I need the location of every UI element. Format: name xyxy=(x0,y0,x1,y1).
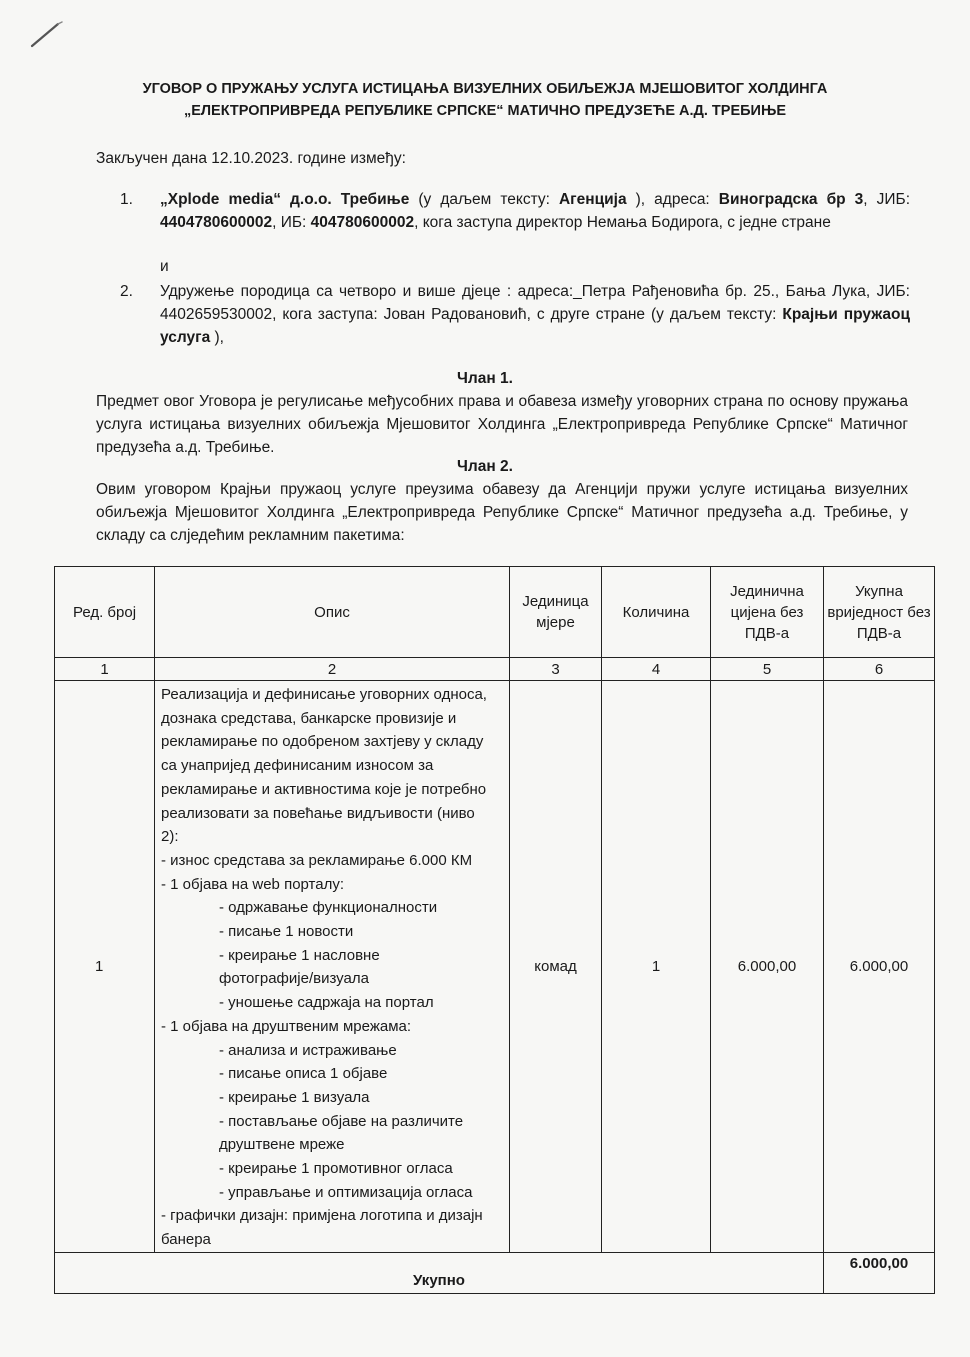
party-1-text-part: (у даљем тексту: xyxy=(409,191,559,208)
desc-line: - писање 1 новости xyxy=(219,923,354,941)
row-number: 1 xyxy=(55,681,155,1253)
desc-line: - износ средстава за рекламирање 6.000 КМ xyxy=(161,851,473,869)
party-1-role: Агенција xyxy=(558,191,627,208)
title-line-2: „ЕЛЕКТРОПРИВРЕДА РЕПУБЛИКЕ СРПСКЕ“ МАТИЧНО ПРЕДУЗЕЋЕ А.Д. ТРЕБИЊЕ xyxy=(183,103,787,119)
article-2-text: Овим уговором Крајњи пружаоц услуге преузима обавезу да Агенцији пружи услуге истицања визуелних обиљежја Мјешовитог Холдинга „Електропривреда Републике Српске“ Матичног предузећа а.д. Требиње, у складу са слједећим рекламним пакетима: xyxy=(96,481,908,544)
grand-total: 6.000,00 xyxy=(824,1252,935,1293)
desc-line: реализовати за повећање видљивости (ниво xyxy=(161,804,475,822)
desc-line: - анализа и истраживање xyxy=(219,1041,397,1059)
party-1-ib: 404780600002 xyxy=(310,214,415,231)
desc-line: фотографије/визуала xyxy=(219,970,369,988)
article-1-text: Предмет овог Уговора је регулисање међусобних права и обавеза између уговорних страна по основу пружања услуга истицања визуелних обиљежја Мјешовитог Холдинга „Електропривреда Републике Српске“ Матичног предузећа а.д. Требиње. xyxy=(96,393,908,456)
desc-line: 2): xyxy=(161,828,179,846)
packages-table xyxy=(54,566,935,1294)
desc-line: рекламирање по одобреном захтјеву у складу xyxy=(161,733,484,751)
index-cell: 4 xyxy=(602,658,711,681)
desc-line: - графички дизајн: примјена логотипа и дизајн xyxy=(161,1207,483,1225)
party-1-text-part: ), адреса: xyxy=(626,191,719,208)
party-1-text-part: , кога заступа директор Немања Бодирога, с једне стране xyxy=(414,214,831,231)
party-2-text xyxy=(160,280,910,349)
header-cell: Ред. број xyxy=(55,567,155,658)
table-header-row xyxy=(55,567,935,658)
row-unit-price: 6.000,00 xyxy=(711,681,824,1253)
party-1-text-part: , ИБ: xyxy=(272,214,311,231)
desc-line: - одржавање функционалности xyxy=(219,899,438,917)
table-index-row xyxy=(55,658,935,681)
party-2-text-part: ), xyxy=(210,329,224,346)
row-quantity: 1 xyxy=(602,681,711,1253)
total-label: Укупно xyxy=(55,1252,824,1293)
desc-line: - 1 објава на web порталу: xyxy=(161,875,345,893)
concluded-date: Закључен дана 12.10.2023. године између: xyxy=(96,150,406,167)
party-2-number: 2. xyxy=(120,283,133,300)
desc-line: - креирање 1 визуала xyxy=(219,1088,370,1106)
header-cell: Јединична цијена без ПДВ-а xyxy=(711,567,824,658)
party-1 xyxy=(120,188,910,234)
desc-line: банера xyxy=(161,1231,211,1249)
party-1-address: Виноградска бр 3 xyxy=(718,191,864,208)
desc-line: - уношење садржаја на портал xyxy=(219,994,434,1012)
party-1-number: 1. xyxy=(120,191,133,208)
desc-line: - управљање и оптимизација огласа xyxy=(219,1183,473,1201)
row-total: 6.000,00 xyxy=(824,681,935,1253)
index-cell: 3 xyxy=(510,658,602,681)
index-cell: 5 xyxy=(711,658,824,681)
table-total-row xyxy=(55,1252,935,1293)
desc-line: са унапријед дефинисаним износом за xyxy=(161,757,434,775)
title-line-1: УГОВОР О ПРУЖАЊУ УСЛУГА ИСТИЦАЊА ВИЗУЕЛНИХ ОБИЉЕЖЈА МЈЕШОВИТОГ ХОЛДИНГА xyxy=(142,81,828,97)
header-cell: Опис xyxy=(155,567,510,658)
header-cell: Количина xyxy=(602,567,711,658)
pen-mark-icon xyxy=(28,20,68,50)
article-2-heading: Члан 2. xyxy=(457,458,513,475)
desc-line: - писање описа 1 објаве xyxy=(219,1065,388,1083)
header-cell: Јединица мјере xyxy=(510,567,602,658)
desc-line: - креирање 1 насловне xyxy=(219,946,380,964)
article-1-heading: Члан 1. xyxy=(457,370,513,387)
party-2-text-part: Удружење породица са четворо и више дјеце : адреса:_Петра Рађеновића бр. 25., Бања Лука, ЈИБ: 4402659530002, кога заступа: Јован Радовановић, с друге стране (у даљем тексту: xyxy=(160,283,910,323)
index-cell: 2 xyxy=(155,658,510,681)
party-1-text-part: , ЈИБ: xyxy=(863,191,910,208)
table-row xyxy=(55,681,935,1253)
desc-line: дознака средстава, банкарске провизије и xyxy=(161,709,457,727)
row-unit: комад xyxy=(510,681,602,1253)
index-cell: 1 xyxy=(55,658,155,681)
party-1-jib: 4404780600002 xyxy=(160,214,273,231)
desc-line: - 1 објава на друштвеним мрежама: xyxy=(161,1017,412,1035)
header-cell: Укупна вриједност без ПДВ-а xyxy=(824,567,935,658)
party-1-text xyxy=(160,188,910,234)
party-1-name: „Xplode media“ д.о.о. Требиње xyxy=(160,191,410,208)
desc-line: Реализација и дефинисање уговорних односа, xyxy=(161,686,487,703)
document-title xyxy=(60,78,910,122)
index-cell: 6 xyxy=(824,658,935,681)
desc-line: - креирање 1 промотивног огласа xyxy=(219,1160,453,1178)
desc-line: - постављање објаве на различите xyxy=(219,1112,464,1130)
party-2-role: Крајњи пружаоц услуга xyxy=(160,306,910,346)
and-word: и xyxy=(160,258,169,275)
desc-line: рекламирање и активностима које је потребно xyxy=(161,780,487,798)
party-2 xyxy=(120,280,910,349)
row-description xyxy=(155,681,510,1253)
desc-line: друштвене мреже xyxy=(219,1136,345,1154)
